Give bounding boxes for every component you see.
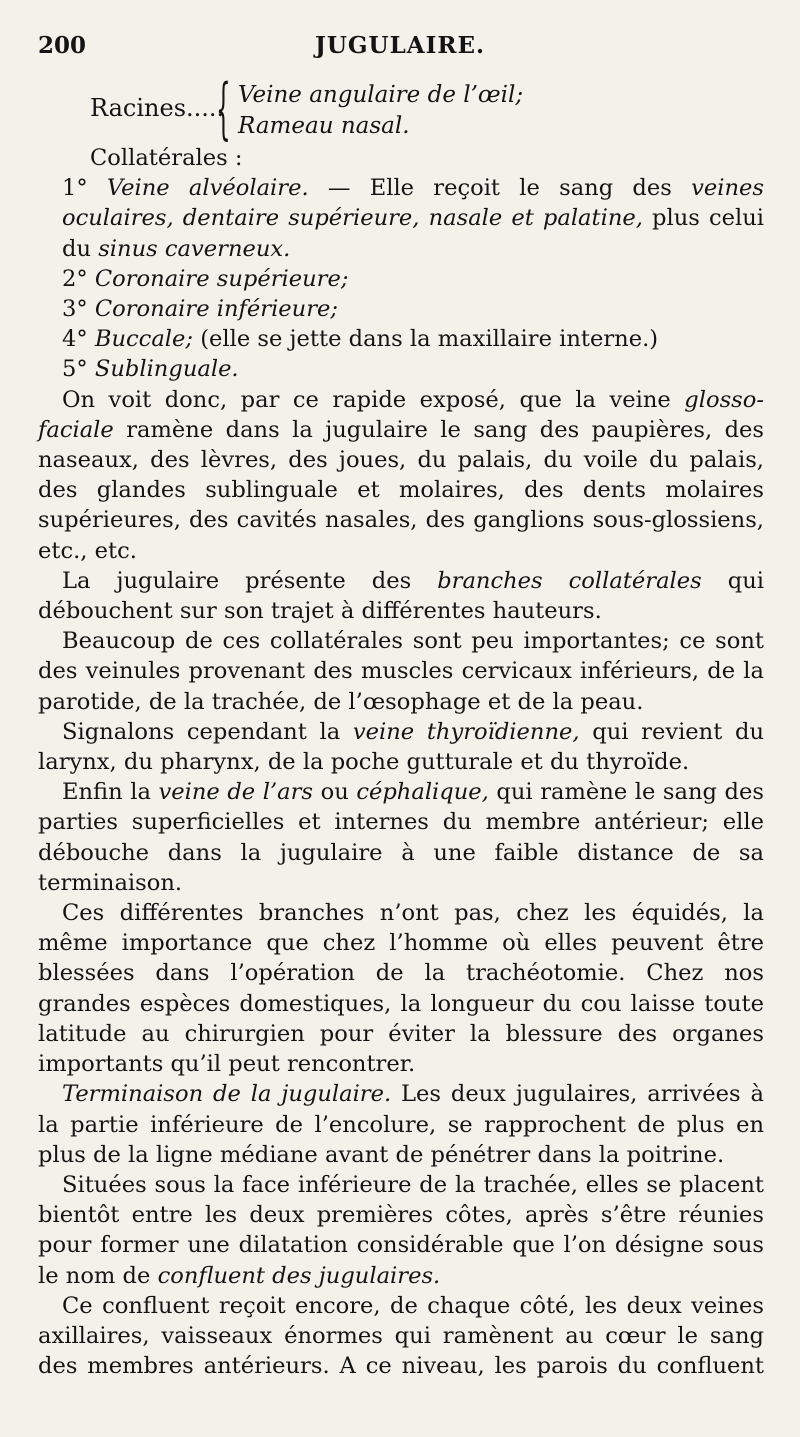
list-item <box>38 173 764 264</box>
racines-item: Rameau nasal. <box>238 113 410 139</box>
paragraph-text: Signalons cependant la <box>62 718 353 745</box>
item-italic: sinus caverneux. <box>98 235 291 262</box>
item-text: — Elle reçoit le sang des <box>308 175 692 202</box>
paragraph: Ces différentes branches n’ont pas, chez les équidés, la même importance que chez l’homme où elles peuvent être blessées dans l’opération de la trachéotomie. Chez nos grandes espèces domestiques, la longueur du cou laisse toute latitude au chirurgien pour éviter la blessure des organes importants qu’il peut rencontrer. <box>38 900 764 1078</box>
paragraph-text: On voit donc, par ce rapide exposé, que la veine <box>62 386 685 413</box>
list-item <box>38 324 764 354</box>
list-item <box>38 294 764 324</box>
body-text <box>38 143 764 1381</box>
paragraph-text: ramène dans la jugulaire le sang des paupières, des naseaux, des lèvres, des joues, du palais, du voile du palais, des glandes sublinguale et molaires, des dents molaires supérieures, des cavités nasales, des ganglions sous-glossiens, etc., etc. <box>38 416 764 564</box>
paragraph-italic: Terminaison de la jugulaire. <box>62 1081 392 1108</box>
paragraph-text: qui ramène le sang des parties superficielles et internes du membre antérieur; elle débouche dans la jugulaire à une faible distance de sa terminaison. <box>38 779 764 896</box>
racines-item: Veine angulaire de l’œil; <box>238 82 524 108</box>
item-title: Coronaire supérieure; <box>94 265 349 292</box>
item-number: 3° <box>62 296 88 323</box>
paragraph-italic: veine de l’ars <box>158 779 314 806</box>
paragraph <box>38 1170 764 1291</box>
paragraph-text: Les deux jugulaires, arrivées à la partie inférieure de l’encolure, se rapprochent de plus en plus de la ligne médiane avant de pénétrer dans la poitrine. <box>38 1081 764 1168</box>
item-title: Coronaire inférieure; <box>94 296 338 323</box>
paragraph-text: Enfin la <box>62 779 159 806</box>
paragraph <box>38 566 764 626</box>
item-title: Sublinguale. <box>94 356 239 383</box>
racines-label: Racines..... <box>90 94 225 122</box>
list-item <box>38 264 764 294</box>
paragraph-text: qui revient du larynx, du pharynx, de la poche gutturale et du thyroïde. <box>38 718 764 776</box>
paragraph <box>38 385 764 566</box>
collaterales-heading: Collatérales : <box>90 145 243 171</box>
paragraph: Ce confluent reçoit encore, de chaque côté, les deux veines axillaires, vaisseaux énormes qui ramènent au cœur le sang des membres antérieurs. A ce niveau, les parois du confluent <box>38 1292 764 1380</box>
list-item <box>38 354 764 384</box>
paragraph-text: ou <box>313 779 357 806</box>
item-number: 1° <box>62 175 88 202</box>
paragraph-text: qui débouchent sur son trajet à différentes hauteurs. <box>38 567 764 625</box>
racines-list <box>238 80 523 142</box>
item-text: (elle se jette dans la maxillaire interne.) <box>193 326 659 353</box>
paragraph-text: Situées sous la face inférieure de la trachée, elles se placent bientôt entre les deux premières côtes, après s’être réunies pour former une dilatation considérable que l’on désigne sous le nom de <box>38 1171 764 1289</box>
racines-block <box>90 70 590 147</box>
paragraph-text: La jugulaire présente des <box>62 567 438 594</box>
paragraph: Beaucoup de ces collatérales sont peu importantes; ce sont des veinules provenant des muscles cervicaux inférieurs, de la parotide, de la trachée, de l’œsophage et de la peau. <box>38 628 764 715</box>
paragraph-italic: glosso-faciale <box>38 386 764 443</box>
paragraph-italic: confluent des jugulaires. <box>157 1262 441 1289</box>
item-title: Veine alvéolaire. <box>106 175 309 202</box>
item-title: Buccale; <box>94 326 194 353</box>
paragraph-italic: céphalique, <box>356 779 489 806</box>
item-text: plus celui du <box>62 205 765 262</box>
paragraph <box>38 1079 764 1170</box>
item-italic: veines oculaires, dentaire supérieure, nasale et palatine, <box>62 175 764 232</box>
item-number: 4° <box>62 326 88 353</box>
paragraph-italic: branches collatérales <box>437 567 702 594</box>
running-head <box>0 32 800 64</box>
curly-brace: { <box>216 70 231 147</box>
paragraph <box>38 717 764 777</box>
paragraph-italic: veine thyroïdienne, <box>352 718 580 745</box>
page-number: 200 <box>38 32 87 59</box>
item-number: 5° <box>62 356 88 383</box>
item-number: 2° <box>62 265 88 292</box>
paragraph <box>38 777 764 898</box>
running-title: JUGULAIRE. <box>314 32 486 59</box>
